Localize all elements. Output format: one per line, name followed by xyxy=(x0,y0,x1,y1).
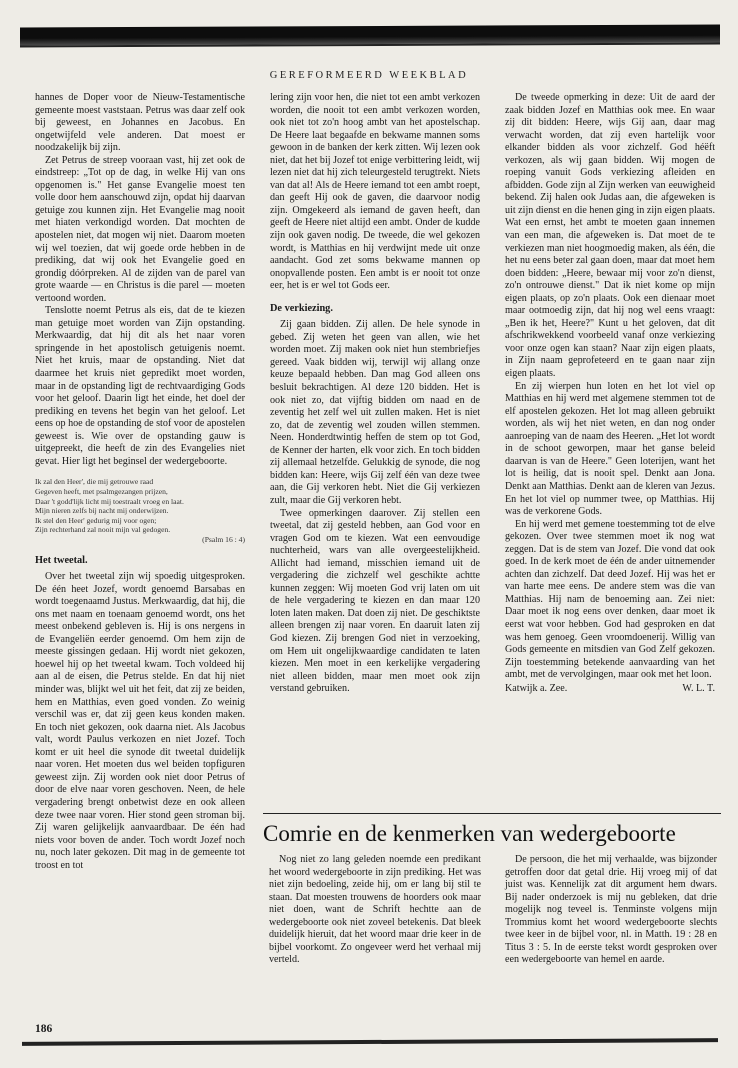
column-3 xyxy=(505,92,715,695)
article-title: Comrie en de kenmerken van wedergeboorte xyxy=(263,821,676,846)
section-heading-de-verkiezing: De verkiezing. xyxy=(270,302,333,314)
article-column-1 xyxy=(269,854,481,967)
paragraph: Over het tweetal zijn wij spoedig uitgesproken. De één heet Jozef, wordt genoemd Barsabas en wordt toegenaamd Justus. Merkwaardig, dat hij, die ons met naam en toenaam genoemd wordt, ons het meest onbekend gebleven is. Hij is ons nergens in de Evangeliën eerder genoemd. Om hem zijn de meeste gissingen gedaan. Hij wordt niet gekozen, hoewel hij op het tweetal kwam. Toch voldeed hij aan al de eisen, die Petrus stelde. En dat hij niet minder was, blijkt wel uit het feit, dat zij ze beiden, hem en Matthias, even goed vonden. Zo weinig verschil was er, dat zij geen keus konden maken. En toch niet gekozen, ook daarna niet. Als Jacobus valt, wordt Paulus verkozen en niet Jozef. Toch komt er uit heel die synode dit tweetal duidelijk naar voren. Het moeten dus wel beiden topfiguren geweest zijn. Zij worden ook niet door Petrus of door de elve naar voren geschoven. Neen, de hele vergadering brengt onbetwist deze en ook alleen deze twee naar voren. Hier stond geen stroman bij. Zij waren gelijkelijk aanvaardbaar. De één had niets voor boven de ander. Toch wordt Jozef noch nu, noch later gekozen. Dit mag in de gemeente tot troost en tot xyxy=(35,571,245,871)
running-header: GEREFORMEERD WEEKBLAD xyxy=(269,70,469,81)
bottom-border-bar xyxy=(22,1038,718,1046)
article-column-2 xyxy=(505,854,717,967)
paragraph: De persoon, die het mij verhaalde, was bijzonder getroffen door dat getal drie. Hij vroeg mij of dat juist was. Kennelijk zat dit argument hem dwars. Bij nader onderzoek is mij nu gebleken, dat drie mogelijk nog teveel is. Tenminste volgens mijn Trommius komt het woord wedergeboorte slechts twee keer in de bijbel voor, nl. in Matth. 19 : 28 en Titus 3 : 5. In de eerste tekst wordt gesproken over een wedergeboorte van hemel en aarde. xyxy=(505,854,717,966)
psalm-reference: (Psalm 16 : 4) xyxy=(202,534,245,544)
paragraph: Zij gaan bidden. Zij allen. De hele synode in gebed. Zij weten het geen van allen, wie het worden moet. Zij maken ook niet hun stembriefjes gereed. Vaak bidden wij, terwijl wij allang onze keuze bepaald hebben. Dan mag God alleen ons besluit bekrachtigen. Al deze 120 bidden. Het is ook niet zo, dat vijftig bidden om naad en de zeventig het zelf wel uit zullen maken. Het is niet zo, dat de zeventig wel zouden willen stemmen. Neen. Honderdtwintig heffen de stem op tot God, de Kenner der harten, elk voor zich. En toch bidden zij allemaal hetzelfde. Gelukkig de synode, die nog bidden kan: Heere, wijs Gij zelf één van deze twee aan, die Gij verkoren hebt. Niet die Gij verkiezen zult, maar die Gij verkoren hebt. xyxy=(270,319,480,506)
signature xyxy=(505,683,715,696)
column-1 xyxy=(35,92,245,872)
psalm-line: Daar 't godd'lijk licht mij toestraalt vroeg en laat. xyxy=(35,496,184,506)
paragraph: Tenslotte noemt Petrus als eis, dat de te kiezen man getuige moet worden van Zijn opstanding. Merkwaardig, dat hij dit als het naar voren springende in het apostolisch getuigenis noemt. Niet het kruis, maar de opstanding. Niet dat daarmee het kruis niet gepredikt moet worden, maar in de opstanding ligt de rechtvaardiging Gods voor het geloof. Daarin ligt het einde, het doel der prediking en tevens het begin van het geloof. Let eens op hoe de opstanding de stof voor de apostelen geweest is. Wie over de opstanding gauw is uitgepreekt, die heeft de zin des Evangelies niet gevat. Hier ligt het beginsel der wedergeboorte. xyxy=(35,305,245,467)
psalm-line: Zijn rechterhand zal nooit mijn val gedogen. xyxy=(35,525,171,535)
page-number: 186 xyxy=(35,1023,53,1035)
paragraph: Nog niet zo lang geleden noemde een predikant het woord wedergeboorte in zijn prediking. Het was niet zijn bedoeling, zeide hij, om er lang bij stil te staan. Dat moesten trouwens de hoorders ook maar niet doen, want de Schrift hechtte aan de wedergeboorte ook niet zoveel betekenis. Dat bleek duidelijk hieruit, dat het woord maar drie keer in de bijbel voorkomt. Zo ongeveer werd het verhaal mij verteld. xyxy=(269,854,481,966)
paragraph: En zij wierpen hun loten en het lot viel op Matthias en hij werd met algemene stemmen tot de elf apostelen gekozen. Het lot mag alleen gebruikt worden, als wij het niet weten, en dan nog onder aanroeping van de naam des Heeren. „Het lot wordt in de schoot geworpen, maar het ganse beleid daarvan is van de Heere." Geen loterijen, want het lot is heilig, dat is nooit spel. Denkt aan Jona. Denkt aan Matthias. Denkt aan de kleren van Jezus. En het lot viel op nummer twee, op Matthias. Hij was de verkorene Gods. xyxy=(505,380,715,518)
paragraph: Zet Petrus de streep vooraan vast, hij zet ook de eindstreep: „Tot op de dag, in welke Hij van ons opgenomen is." Het ganse Evangelie moest ten volle door hem aanschouwd zijn, opdat hij daarvan getuige zou kunnen zijn. Het Evangelie mag nooit met hiaten verkondigd worden. Dat mochten de apostelen niet, dat mogen wij niet. Daarom moeten wij wel toezien, dat wij goede orde hebben in de prediking, dat wij ook het Evangelie goed en grondig dóórpreken. Al de zijden van de parel van grote waarde — en Christus is die parel — moeten vertoond worden. xyxy=(35,154,245,304)
paragraph: Twee opmerkingen daarover. Zij stellen een tweetal, dat zij gesteld hebben, aan God voor en vragen God om te kiezen. Wat een eenvoudige nuchterheid, wars van alle overgeestelijkheid. Allicht had iemand, misschien iemand uit de vergadering die zichzelf wel geschikte achtte kunnen zeggen: Wij moeten God vrij laten om uit de hele vergadering te kiezen en dan maar 120 loten laten maken. Dat doen zij niet. De geschiktste alleen brengen zij naar voren. En daaruit laten zij God kiezen. Zij brengen God niet in verzoeking, om Hem uit ongelijkwaardige candidaten te laten kiezen. Men moet in een kerkelijke vergadering niet alleen bidden, maar men moet ook zijn verstand gebruiken. xyxy=(270,507,480,695)
psalm-line: Ik stel den Heer' gedurig mij voor ogen; xyxy=(35,515,157,525)
signature-place: Katwijk a. Zee. xyxy=(505,682,568,694)
signature-initials: W. L. T. xyxy=(682,682,715,694)
column-2 xyxy=(270,92,480,696)
psalm-line: Ik zal den Heer', die mij getrouwe raad xyxy=(35,477,154,487)
top-border-bar xyxy=(20,24,720,47)
paragraph: En hij werd met gemene toestemming tot de elve gekozen. Over twee stemmen moet ik nog wat zeggen. Dat is de stem van Jozef. Die vond dat ook goed. In de kerk moet de één de ander uitnemender achten dan zichzelf. Dat deed Jozef. Hij was het er van harte mee eens. De andere stem was die van Matthias. Hij nam de benoeming aan. Zei niet: Daar moet ik nog eens over denken, daar moet ik eerst wat voor hebben. God had gesproken en dat was hem genoeg. Geen vroomdoenerij. Willig van Gods gemeente en mitsdien van God Zelf gekozen. Zijn toestemming betekende aanvaarding van het ambt, met de vervolgingen, maar ook met het loon. xyxy=(505,518,715,681)
paragraph: lering zijn voor hen, die niet tot een ambt verkozen worden, die nooit tot een ambt verkozen worden, ook niet tot zo'n hoog ambt van het apostelschap. De Heere laat begaafde en bekwame mannen soms gewoon in de banken der kerk zitten. Wij lezen ook niet, dat het bij Jozef tot enige verbittering leidt, wij lezen niet dat hij zich teleurgesteld terugtrekt. Niets van dat al! Als de Heere iemand tot een ambt roept, dan geeft Hij ook de gaven, die daarvoor nodig zijn. Omgekeerd als iemand de gaven heeft, dan geeft de Heere niet altijd een ambt. Onder de kudde zijn ook gaven nodig. De tweede, die wel gekozen wordt, is Matthias en hij verdwijnt mede uit onze aandacht. God zet soms bekwame mannen op onopvallende posten. Een ambt is er nooit tot onze eer, het is er wel tot Gods eer. xyxy=(270,92,480,292)
psalm-line: Mijn nieren zelfs bij nacht mij onderwijzen. xyxy=(35,506,169,516)
paragraph: De tweede opmerking in deze: Uit de aard der zaak bidden Jozef en Matthias ook mee. En waar zij dit bidden: Heere, wijs Gij aan, daar mag verwacht worden, dat zij even hartelijk voor elkander bidden als voor zichzelf. God héëft verkozen, als wij gaan bidden. Wij mogen de roeping vanuit Gods verkiezing afleiden en afbidden. Gode zijn al Zijn werken van eeuwigheid bekend. Zij halen ook Judas aan, die afgeweken is uit zijn dienst en die henen ging in zijn eigen plaats. Wat een ernst, het ambt te moeten gaan innemen van een man, die afgeweken is. Dat moet de te verkiezen man niet hoogmoedig maken, als één, die het nu eens beter zal gaan doen, maar dat moet hem doen bidden: „Heere, bewaar mij voor zo'n dienst, zo'n ontrouwe dienst." Dat ik niet kome op mijn eigen plaats, op zo'n plaats. Ook een dienaar moet maar ootmoedig zijn, dat hij nog wel eens vraagt: „Ben ik het, Heere?" Kunt u het geloven, dat dit afschrikwekkend voorbeeld vanaf onze verkiezing voor onze ogen kan staan? Naar zijn eigen plaats, in Zijn naam geprofeteerd en te gaan naar zijn eigen plaats. xyxy=(505,92,715,380)
psalm-quote xyxy=(35,477,245,544)
section-heading-het-tweetal: Het tweetal. xyxy=(35,554,88,566)
article-divider xyxy=(263,813,721,814)
paragraph: hannes de Doper voor de Nieuw-Testamentische gemeente moest vaststaan. Petrus was daar zelf ook bij geweest, en Johannes en Jacobus. En ongetwijfeld vele anderen. Dat moest er noodzakelijk bij zijn. xyxy=(35,92,245,154)
psalm-line: Gegeven heeft, met psalmgezangen prijzen, xyxy=(35,487,168,496)
